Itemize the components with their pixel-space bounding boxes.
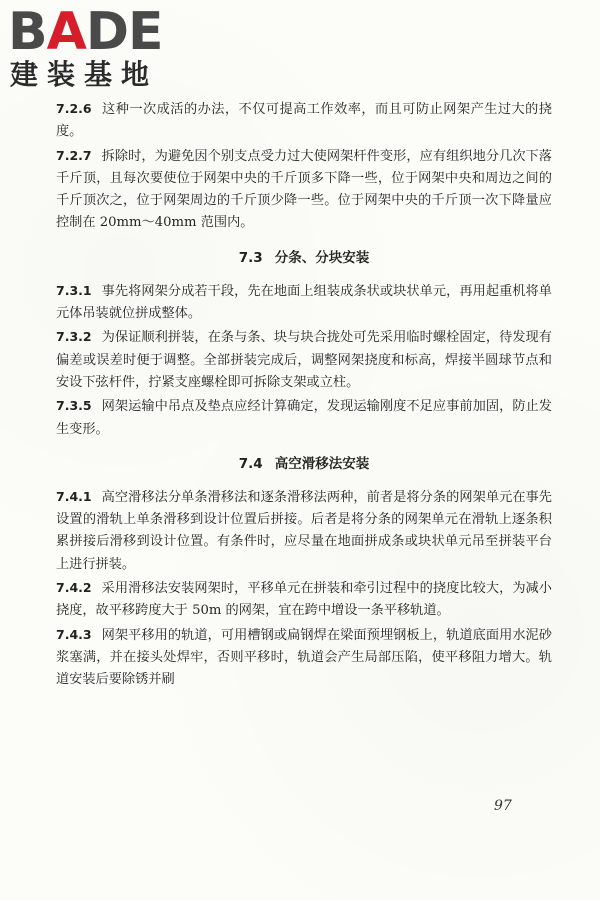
section-title: 分条、分块安装 — [274, 249, 370, 266]
logo — [8, 2, 183, 96]
clause-number: 7.3.2 — [56, 329, 92, 345]
clause-7-4-2 — [56, 577, 552, 623]
clause-number: 7.4.1 — [56, 488, 92, 504]
clause-number: 7.4.2 — [56, 580, 92, 596]
clause-7-3-1 — [56, 280, 552, 326]
section-title: 高空滑移法安装 — [274, 455, 370, 472]
section-number: 7.4 — [238, 455, 263, 472]
section-heading-7-4 — [56, 453, 552, 475]
clause-7-3-2 — [56, 326, 552, 394]
clause-text: 拆除时，为避免因个别支点受力过大使网架杆件变形，应有组织地分几次下落千斤顶，且每次要使位于网架中央的千斤顶多下降一些，位于网架中央和周边之间的千斤顶次之，位于网架周边的千斤顶少降一些。位于网架中央的千斤顶一次下降量应控制在 20mm～40mm 范围内。 — [56, 148, 552, 231]
clause-7-2-7 — [56, 145, 552, 235]
document-body — [56, 98, 552, 692]
clause-text: 为保证顺利拼装，在条与条、块与块合拢处可先采用临时螺栓固定，待发现有偏差或误差时便于调整。全部拼装完成后，调整网架挠度和标高，焊接半圆球节点和安设下弦杆件，拧紧支座螺栓即可拆除支架或立柱。 — [56, 330, 552, 390]
clause-text: 网架运输中吊点及垫点应经计算确定，发现运输刚度不足应事前加固，防止发生变形。 — [56, 399, 552, 437]
section-heading-7-3 — [56, 247, 552, 269]
clause-text: 这种一次成活的办法，不仅可提高工作效率，而且可防止网架产生过大的挠度。 — [56, 102, 552, 140]
page-number: 97 — [494, 798, 512, 814]
clause-7-4-3 — [56, 624, 552, 692]
clause-number: 7.2.7 — [56, 147, 92, 163]
logo-chinese-text: 建装基地 — [10, 58, 159, 91]
logo-wordmark — [8, 2, 183, 62]
clause-7-4-1 — [56, 486, 552, 576]
logo-letters-de: DE — [85, 2, 163, 62]
section-number: 7.3 — [238, 249, 263, 266]
logo-letter-b: B — [8, 2, 47, 62]
clause-7-3-5 — [56, 395, 552, 441]
clause-text: 事先将网架分成若干段，先在地面上组装成条状或块状单元，再用起重机将单元体吊装就位拼成整体。 — [56, 283, 552, 322]
clause-7-2-6 — [56, 98, 552, 144]
clause-number: 7.3.1 — [56, 282, 92, 298]
clause-number: 7.4.3 — [56, 626, 92, 642]
clause-text: 高空滑移法分单条滑移法和逐条滑移法两种，前者是将分条的网架单元在事先设置的滑轨上单条滑移到设计位置后拼接。后者是将分条的网架单元在滑轨上逐条积累拼接后滑移到设计位置。有条件时，应尽量在地面拼成条或块状单元吊至拼装平台上进行拼装。 — [56, 489, 552, 572]
logo-letter-a: A — [46, 2, 86, 62]
clause-number: 7.2.6 — [56, 101, 92, 116]
clause-number: 7.3.5 — [56, 398, 92, 414]
clause-text: 采用滑移法安装网架时，平移单元在拼装和牵引过程中的挠度比较大，为减小挠度，故平移跨度大于 50m 的网架，宜在跨中增设一条平移轨道。 — [56, 581, 552, 619]
clause-text: 网架平移用的轨道，可用槽钢或扁钢焊在梁面预埋钢板上，轨道底面用水泥砂浆塞满，并在接头处焊牢，否则平移时，轨道会产生局部压陷，使平移阻力增大。轨道安装后要除锈并刷 — [56, 627, 552, 688]
